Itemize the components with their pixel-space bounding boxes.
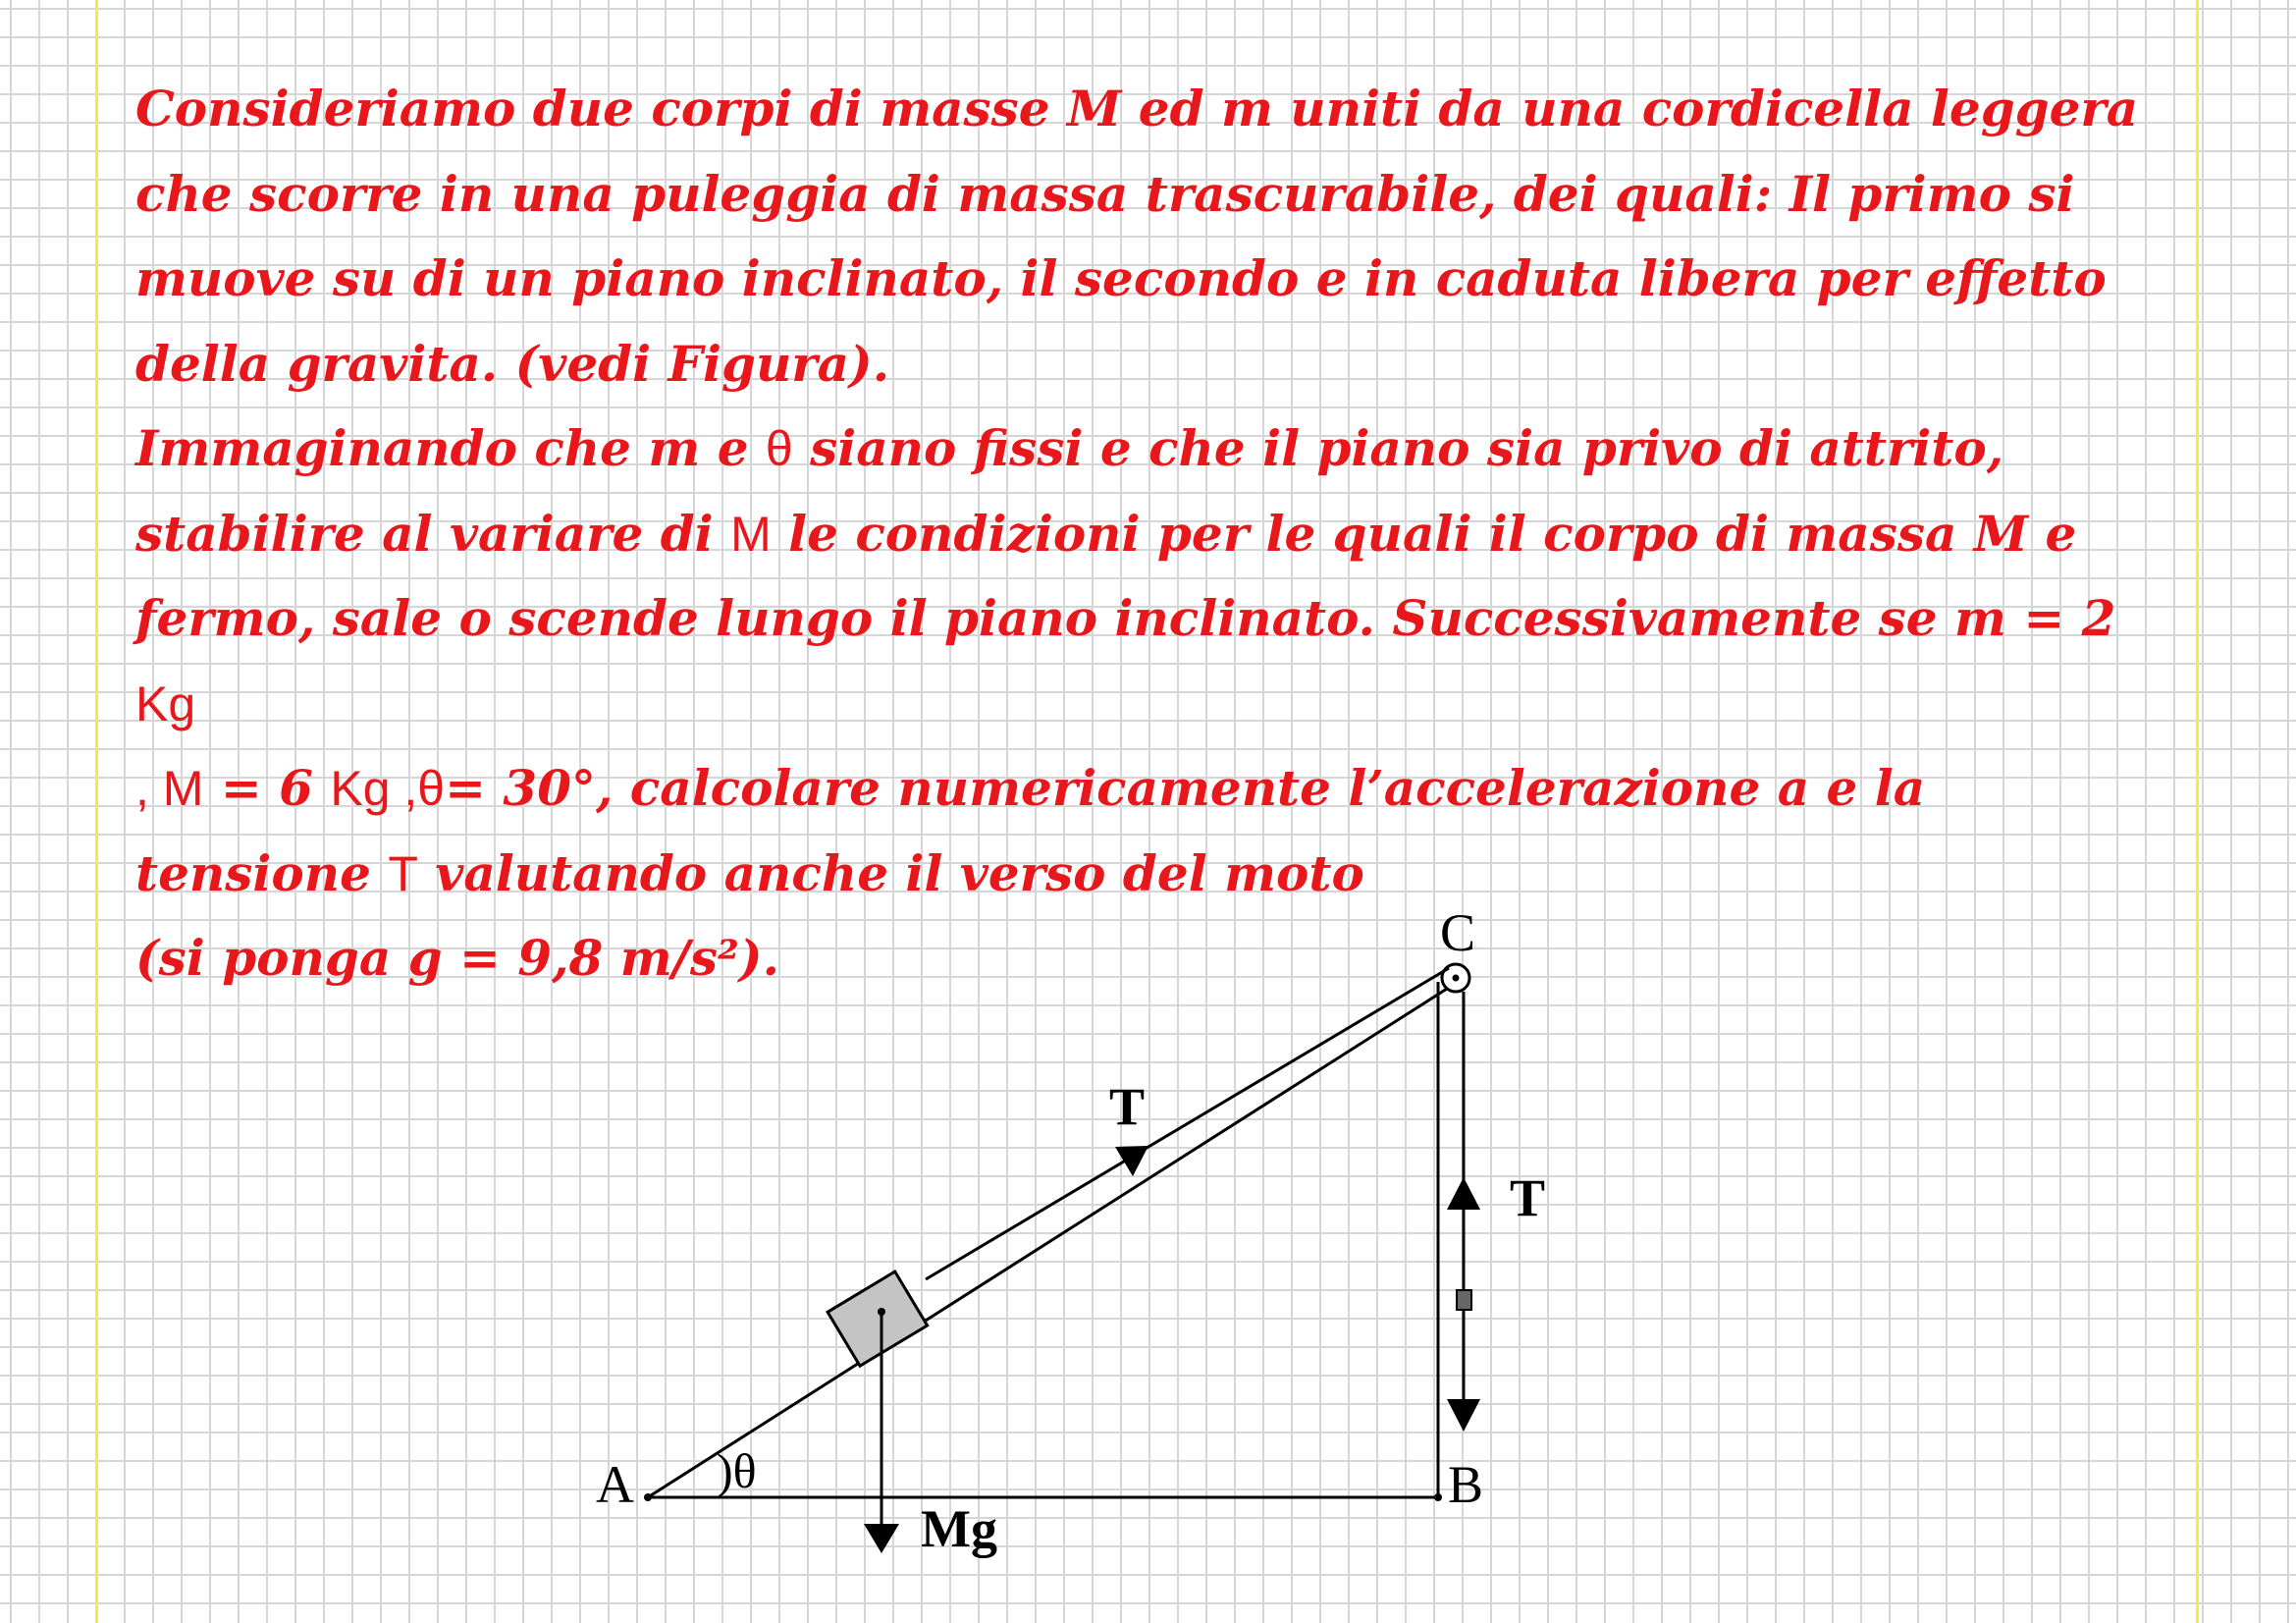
tension-incline-arrowhead: [1115, 1146, 1148, 1176]
unit-kg: Kg: [330, 761, 391, 816]
problem-line-5: Immaginando che m e θ siano fissi e che il piano sia privo di attrito,: [135, 419, 2004, 477]
point-B: [1434, 1493, 1442, 1501]
label-B: B: [1448, 1455, 1484, 1514]
problem-line-3: muove su di un piano inclinato, il secondo e in caduta libera per effetto: [135, 249, 2107, 307]
label-theta: )θ: [717, 1443, 757, 1498]
problem-line-4: della gravita. (vedi Figura).: [135, 334, 890, 393]
problem-line-6: stabilire al variare di M le condizioni per le quali il corpo di massa M e: [135, 504, 2077, 563]
hanging-mass-m: [1457, 1290, 1471, 1310]
problem-line-1: Consideriamo due corpi di masse M ed m uniti da una cordicella leggera: [135, 80, 2139, 137]
problem-line-10: (si ponga g = 9,8 m/s²).: [135, 929, 779, 987]
problem-line-9: tensione T valutando anche il verso del moto: [135, 843, 1364, 902]
theta-symbol: θ: [765, 421, 793, 476]
tension-vertical-arrowhead-up: [1447, 1177, 1480, 1210]
label-T-incline: T: [1109, 1077, 1146, 1136]
tension-symbol: T: [388, 845, 418, 901]
mass-M-symbol: M: [730, 506, 772, 562]
label-A: A: [596, 1455, 634, 1514]
weight-arrowhead: [864, 1524, 899, 1553]
weight-m-arrowhead-down: [1447, 1399, 1480, 1432]
incline-line: [648, 982, 1458, 1497]
label-T-vertical: T: [1510, 1168, 1546, 1227]
problem-line-2: che scorre in una puleggia di massa trascurabile, dei quali: Il primo si: [135, 164, 2075, 223]
point-A: [644, 1493, 652, 1501]
rope-incline: [926, 968, 1449, 1279]
label-Mg: Mg: [921, 1499, 997, 1558]
label-C: C: [1440, 903, 1476, 962]
problem-line-8: , M = 6 Kg ,θ= 30°, calcolare numericamente l’accelerazione a e la: [135, 759, 1926, 817]
unit-kg: Kg: [135, 676, 196, 731]
pulley-center: [1453, 975, 1460, 982]
block-mass-M: [828, 1271, 928, 1366]
problem-line-7: fermo, sale o scende lungo il piano inclinato. Successivamente se m = 2 Kg: [135, 589, 2116, 731]
